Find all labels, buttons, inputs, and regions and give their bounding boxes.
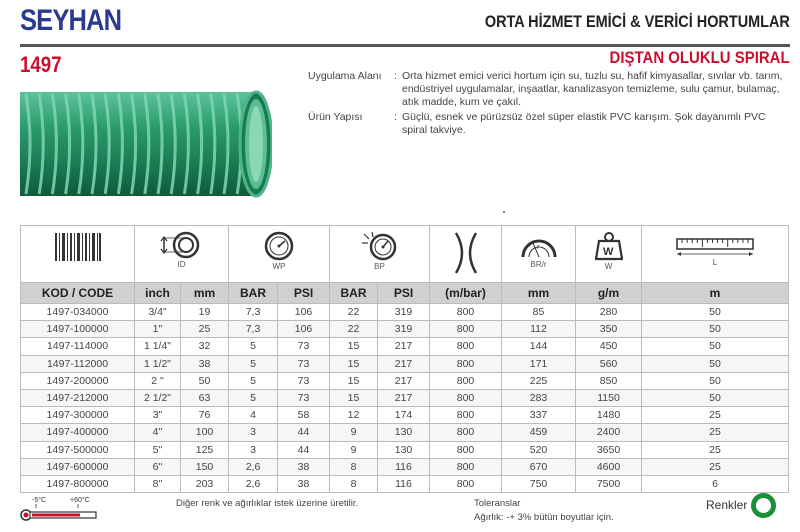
hose-image [20,86,272,202]
table-cell: 25 [642,458,789,475]
table-cell: 459 [502,424,576,441]
table-cell: 800 [430,372,502,389]
table-cell: 130 [378,424,430,441]
spec-table [20,225,789,493]
col-weight: g/m [576,283,642,304]
table-cell: 25 [181,321,229,338]
table-cell: 800 [430,475,502,492]
table-cell: 520 [502,441,576,458]
tolerance-text: Ağırlık: -+ 3% bütün boyutlar için. [474,512,614,523]
col-vacuum: (m/bar) [430,283,502,304]
working-pressure-gauge-icon [262,231,296,261]
table-row [21,475,789,492]
table-cell: 6'' [135,458,181,475]
table-cell: 319 [378,304,430,321]
table-cell: 76 [181,407,229,424]
weight-icon [595,231,623,261]
table-cell: 560 [576,355,642,372]
table-cell: 750 [502,475,576,492]
table-body [21,304,789,493]
table-cell: 3 [229,441,278,458]
table-cell: 50 [642,321,789,338]
table-cell: 5 [229,338,278,355]
table-cell: 2 1/2" [135,389,181,406]
table-cell: 1497-600000 [21,458,135,475]
table-cell: 1480 [576,407,642,424]
table-cell: 1 1/2" [135,355,181,372]
barcode-icon [53,231,103,263]
table-row [21,458,789,475]
table-cell: 2400 [576,424,642,441]
table-cell: 1497-500000 [21,441,135,458]
col-code: KOD / CODE [21,283,135,304]
table-row [21,389,789,406]
table-cell: 850 [576,372,642,389]
table-cell: 5 [229,389,278,406]
wp-label: WP [272,262,286,271]
table-cell: 7,3 [229,321,278,338]
vacuum-icon [446,231,486,275]
table-cell: 3" [135,407,181,424]
application-label: Uygulama Alanı [308,70,382,82]
col-wp-bar: BAR [229,283,278,304]
table-cell: 3650 [576,441,642,458]
table-cell: 44 [278,424,330,441]
table-cell: 15 [330,355,378,372]
table-cell: 800 [430,338,502,355]
table-cell: 112 [502,321,576,338]
table-cell: 319 [378,321,430,338]
decorative-dot [503,211,505,213]
product-subtitle: DIŞTAN OLUKLU SPIRAL [609,48,790,67]
bend-radius-label: BR/r [530,260,547,269]
table-cell: 116 [378,475,430,492]
inner-diameter-cell [135,226,229,283]
table-cell: 106 [278,321,330,338]
col-length: m [642,283,789,304]
table-cell: 73 [278,389,330,406]
table-cell: 2,6 [229,458,278,475]
table-cell: 150 [181,458,229,475]
table-cell: 2,6 [229,475,278,492]
weight-label: W [604,262,613,271]
table-cell: 800 [430,389,502,406]
barcode-cell [21,226,135,283]
table-cell: 38 [278,458,330,475]
length-cell [642,226,789,283]
footer-note: Diğer renk ve ağırlıklar istek üzerine üretilir. [176,498,359,509]
table-cell: 217 [378,372,430,389]
table-cell: 800 [430,321,502,338]
table-cell: 1497-114000 [21,338,135,355]
table-cell: 50 [181,372,229,389]
bend-radius-icon [519,231,559,259]
table-cell: 38 [181,355,229,372]
table-cell: 4600 [576,458,642,475]
table-cell: 100 [181,424,229,441]
inner-diameter-icon [160,231,204,259]
table-cell: 50 [642,372,789,389]
table-cell: 8 [330,458,378,475]
table-cell: 800 [430,458,502,475]
table-cell: 7,3 [229,304,278,321]
svg-text:r: r [536,244,539,251]
table-cell: 130 [378,441,430,458]
table-cell: 800 [430,304,502,321]
table-cell: 73 [278,372,330,389]
table-cell: 15 [330,372,378,389]
table-cell: 5'' [135,441,181,458]
svg-text:W: W [602,246,613,258]
col-inch: inch [135,283,181,304]
bend-radius-cell [502,226,576,283]
table-cell: 800 [430,441,502,458]
table-cell: 19 [181,304,229,321]
table-cell: 1'' [135,321,181,338]
application-separator: : [394,70,397,82]
table-cell: 217 [378,389,430,406]
table-cell: 15 [330,389,378,406]
temperature-range [20,494,100,524]
structure-label: Ürün Yapısı [308,111,363,123]
description-application [308,70,788,109]
table-cell: 25 [642,424,789,441]
table-cell: 25 [642,441,789,458]
bp-label: BP [374,262,385,271]
table-cell: 144 [502,338,576,355]
page-title: ORTA HİZMET EMİCİ & VERİCİ HORTUMLAR [484,12,790,31]
table-cell: 50 [642,304,789,321]
table-cell: 25 [642,407,789,424]
table-cell: 280 [576,304,642,321]
table-cell: 225 [502,372,576,389]
structure-separator: : [394,111,397,123]
header-divider [20,44,790,47]
green-color-swatch [751,493,776,518]
table-cell: 50 [642,389,789,406]
table-cell: 85 [502,304,576,321]
table-cell: 283 [502,389,576,406]
table-cell: 73 [278,338,330,355]
col-wp-psi: PSI [278,283,330,304]
table-cell: 1497-112000 [21,355,135,372]
brand-logo: SEYHAN [20,4,122,37]
table-cell: 1497-212000 [21,389,135,406]
table-row [21,372,789,389]
table-cell: 337 [502,407,576,424]
length-ruler-icon [675,231,755,257]
table-row [21,355,789,372]
table-cell: 5 [229,372,278,389]
table-cell: 800 [430,424,502,441]
table-cell: 5 [229,355,278,372]
col-bp-psi: PSI [378,283,430,304]
table-cell: 2 " [135,372,181,389]
table-cell: 116 [378,458,430,475]
table-cell: 350 [576,321,642,338]
vacuum-cell [430,226,502,283]
table-cell: 4'' [135,424,181,441]
table-row [21,304,789,321]
table-cell: 1497-100000 [21,321,135,338]
temp-max: +60°C [70,497,90,504]
table-row [21,407,789,424]
table-cell: 450 [576,338,642,355]
icon-row [21,226,789,283]
table-cell: 1497-034000 [21,304,135,321]
table-cell: 12 [330,407,378,424]
burst-pressure-cell [330,226,430,283]
table-cell: 50 [642,355,789,372]
table-cell: 9 [330,441,378,458]
table-cell: 6 [642,475,789,492]
table-cell: 203 [181,475,229,492]
weight-cell [576,226,642,283]
product-code: 1497 [20,52,62,77]
table-cell: 8 [330,475,378,492]
table-cell: 1 1/4" [135,338,181,355]
table-row [21,321,789,338]
burst-pressure-gauge-icon [360,231,400,261]
table-cell: 217 [378,355,430,372]
table-cell: 1150 [576,389,642,406]
table-cell: 1497-300000 [21,407,135,424]
table-row [21,338,789,355]
col-bp-bar: BAR [330,283,378,304]
table-cell: 73 [278,355,330,372]
table-row [21,441,789,458]
description-structure [308,111,788,137]
table-cell: 22 [330,304,378,321]
header-row [21,283,789,304]
temp-min: -5°C [32,497,47,504]
table-cell: 58 [278,407,330,424]
table-cell: 800 [430,355,502,372]
table-cell: 670 [502,458,576,475]
table-cell: 50 [642,338,789,355]
table-row [21,424,789,441]
table-cell: 3 [229,424,278,441]
table-cell: 106 [278,304,330,321]
table-cell: 800 [430,407,502,424]
colors-label: Renkler [706,498,748,512]
table-cell: 8'' [135,475,181,492]
table-cell: 63 [181,389,229,406]
table-cell: 9 [330,424,378,441]
id-label: ID [177,260,186,269]
table-cell: 3/4" [135,304,181,321]
length-label: L [712,258,718,267]
table-cell: 32 [181,338,229,355]
table-cell: 125 [181,441,229,458]
table-cell: 171 [502,355,576,372]
col-bend-mm: mm [502,283,576,304]
table-cell: 44 [278,441,330,458]
table-cell: 217 [378,338,430,355]
table-cell: 22 [330,321,378,338]
table-cell: 174 [378,407,430,424]
working-pressure-cell [229,226,330,283]
table-cell: 1497-800000 [21,475,135,492]
table-cell: 1497-400000 [21,424,135,441]
tolerance-title: Toleranslar [474,498,521,509]
table-cell: 1497-200000 [21,372,135,389]
table-cell: 38 [278,475,330,492]
application-text: Orta hizmet emici verici hortum için su, tuzlu su, hafif kimyasallar, sıvılar vb. tarım, endüstriyel uygulamalar, inşaatlar, kanalizasyon temizleme, sulu çamur, bulamaç, atık madde, kum ve çakıl. [402,70,783,108]
table-cell: 4 [229,407,278,424]
structure-text: Güçlü, esnek ve pürüzsüz özel süper elastik PVC karışım. Şok dayanımlı PVC spiral takviye. [402,111,766,136]
table-cell: 7500 [576,475,642,492]
table-cell: 15 [330,338,378,355]
product-description [308,70,788,139]
col-mm: mm [181,283,229,304]
